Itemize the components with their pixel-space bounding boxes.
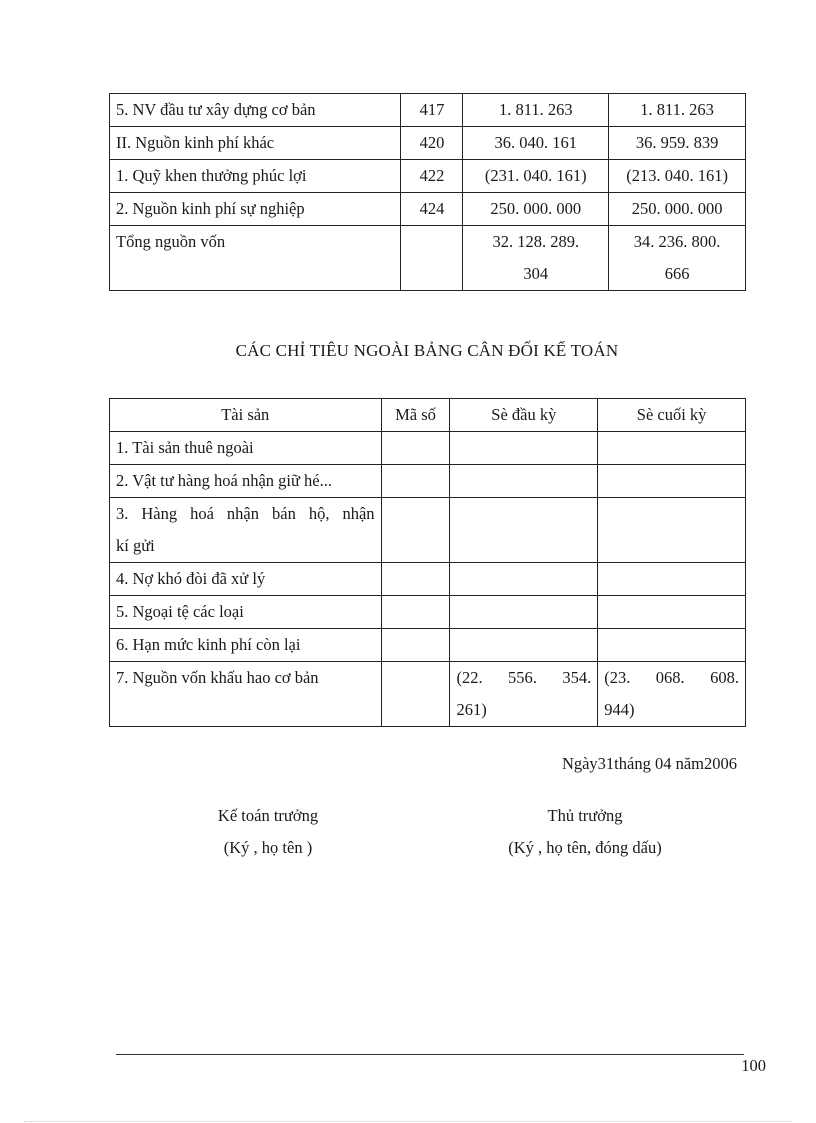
opening-value [450, 662, 598, 727]
opening-value [450, 498, 598, 563]
header-row [110, 399, 746, 432]
chief-accountant-signature [168, 800, 368, 864]
total-closing-line1: 34. 236. 800. [633, 232, 721, 251]
total-opening-line2: 304 [523, 264, 549, 283]
total-label: Tổng nguồn vốn [110, 226, 401, 291]
signature-title: Kế toán trưởng [217, 806, 319, 825]
director-signature [465, 800, 705, 864]
section-title: CÁC CHỈ TIÊU NGOÀI BẢNG CÂN ĐỐI KẾ TOÁN [235, 341, 619, 360]
table-row [110, 498, 746, 563]
table-row [110, 94, 746, 127]
item-code [381, 563, 450, 596]
closing-value [598, 563, 746, 596]
item-name: II. Nguồn kinh phí khác [110, 127, 401, 160]
table-row [110, 465, 746, 498]
opening-value [450, 432, 598, 465]
page-edge-divider [24, 1121, 792, 1122]
item-name: 5. Ngoại tệ các loại [110, 596, 382, 629]
opening-value-line2: 261) [456, 700, 487, 719]
table-row [110, 127, 746, 160]
table-row [110, 563, 746, 596]
total-closing-line2: 666 [664, 264, 690, 283]
table-row [110, 662, 746, 727]
off-balance-table [109, 398, 746, 727]
item-name: 7. Nguồn vốn khấu hao cơ bản [110, 662, 382, 727]
table-row [110, 596, 746, 629]
closing-value-line2: 944) [604, 700, 635, 719]
total-row [110, 226, 746, 291]
closing-value [598, 629, 746, 662]
opening-value: 250. 000. 000 [463, 193, 609, 226]
item-name-line2: kí gửi [116, 536, 155, 555]
item-code [381, 498, 450, 563]
item-code: 417 [401, 94, 463, 127]
opening-value: 36. 040. 161 [463, 127, 609, 160]
header-opening: Sè đầu kỳ [450, 399, 598, 432]
item-name: 1. Tài sản thuê ngoài [110, 432, 382, 465]
total-closing [609, 226, 746, 291]
closing-value: 36. 959. 839 [609, 127, 746, 160]
closing-value-line1: (23. 068. 608. [604, 668, 739, 687]
item-code [381, 465, 450, 498]
closing-value [598, 498, 746, 563]
opening-value-line1: (22. 556. 354. [456, 668, 592, 687]
item-code: 424 [401, 193, 463, 226]
page-number: 100 [741, 1056, 766, 1075]
closing-value [598, 465, 746, 498]
closing-value [598, 662, 746, 727]
total-code [401, 226, 463, 291]
closing-value [598, 432, 746, 465]
closing-value [598, 596, 746, 629]
item-name-line1: 3. Hàng hoá nhận bán hộ, nhận [116, 504, 375, 523]
opening-value: 1. 811. 263 [463, 94, 609, 127]
signature-title: Thủ trưởng [547, 806, 623, 825]
signature-note: (Ký , họ tên ) [223, 838, 313, 857]
signature-note: (Ký , họ tên, đóng dấu) [508, 838, 662, 857]
opening-value [450, 629, 598, 662]
opening-value [450, 465, 598, 498]
item-name: 6. Hạn mức kinh phí còn lại [110, 629, 382, 662]
date-line: Ngày31tháng 04 năm2006 [561, 754, 737, 773]
item-code: 420 [401, 127, 463, 160]
opening-value: (231. 040. 161) [463, 160, 609, 193]
item-name: 1. Quỹ khen thưởng phúc lợi [110, 160, 401, 193]
closing-value: 250. 000. 000 [609, 193, 746, 226]
closing-value: (213. 040. 161) [609, 160, 746, 193]
total-opening [463, 226, 609, 291]
item-name [110, 498, 382, 563]
item-name: 5. NV đầu tư xây dựng cơ bản [110, 94, 401, 127]
table-row [110, 432, 746, 465]
table-row [110, 629, 746, 662]
item-code: 422 [401, 160, 463, 193]
item-code [381, 596, 450, 629]
item-name: 2. Nguồn kinh phí sự nghiệp [110, 193, 401, 226]
opening-value [450, 563, 598, 596]
header-asset: Tài sản [110, 399, 382, 432]
opening-value [450, 596, 598, 629]
table-row [110, 193, 746, 226]
total-opening-line1: 32. 128. 289. [492, 232, 580, 251]
table-row [110, 160, 746, 193]
item-code [381, 432, 450, 465]
header-closing: Sè cuối kỳ [598, 399, 746, 432]
footer-divider [116, 1054, 744, 1055]
closing-value: 1. 811. 263 [609, 94, 746, 127]
item-name: 4. Nợ khó đòi đã xử lý [110, 563, 382, 596]
header-code: Mã số [381, 399, 450, 432]
balance-sheet-table [109, 93, 746, 291]
item-code [381, 629, 450, 662]
item-name: 2. Vật tư hàng hoá nhận giữ hé... [110, 465, 382, 498]
item-code [381, 662, 450, 727]
